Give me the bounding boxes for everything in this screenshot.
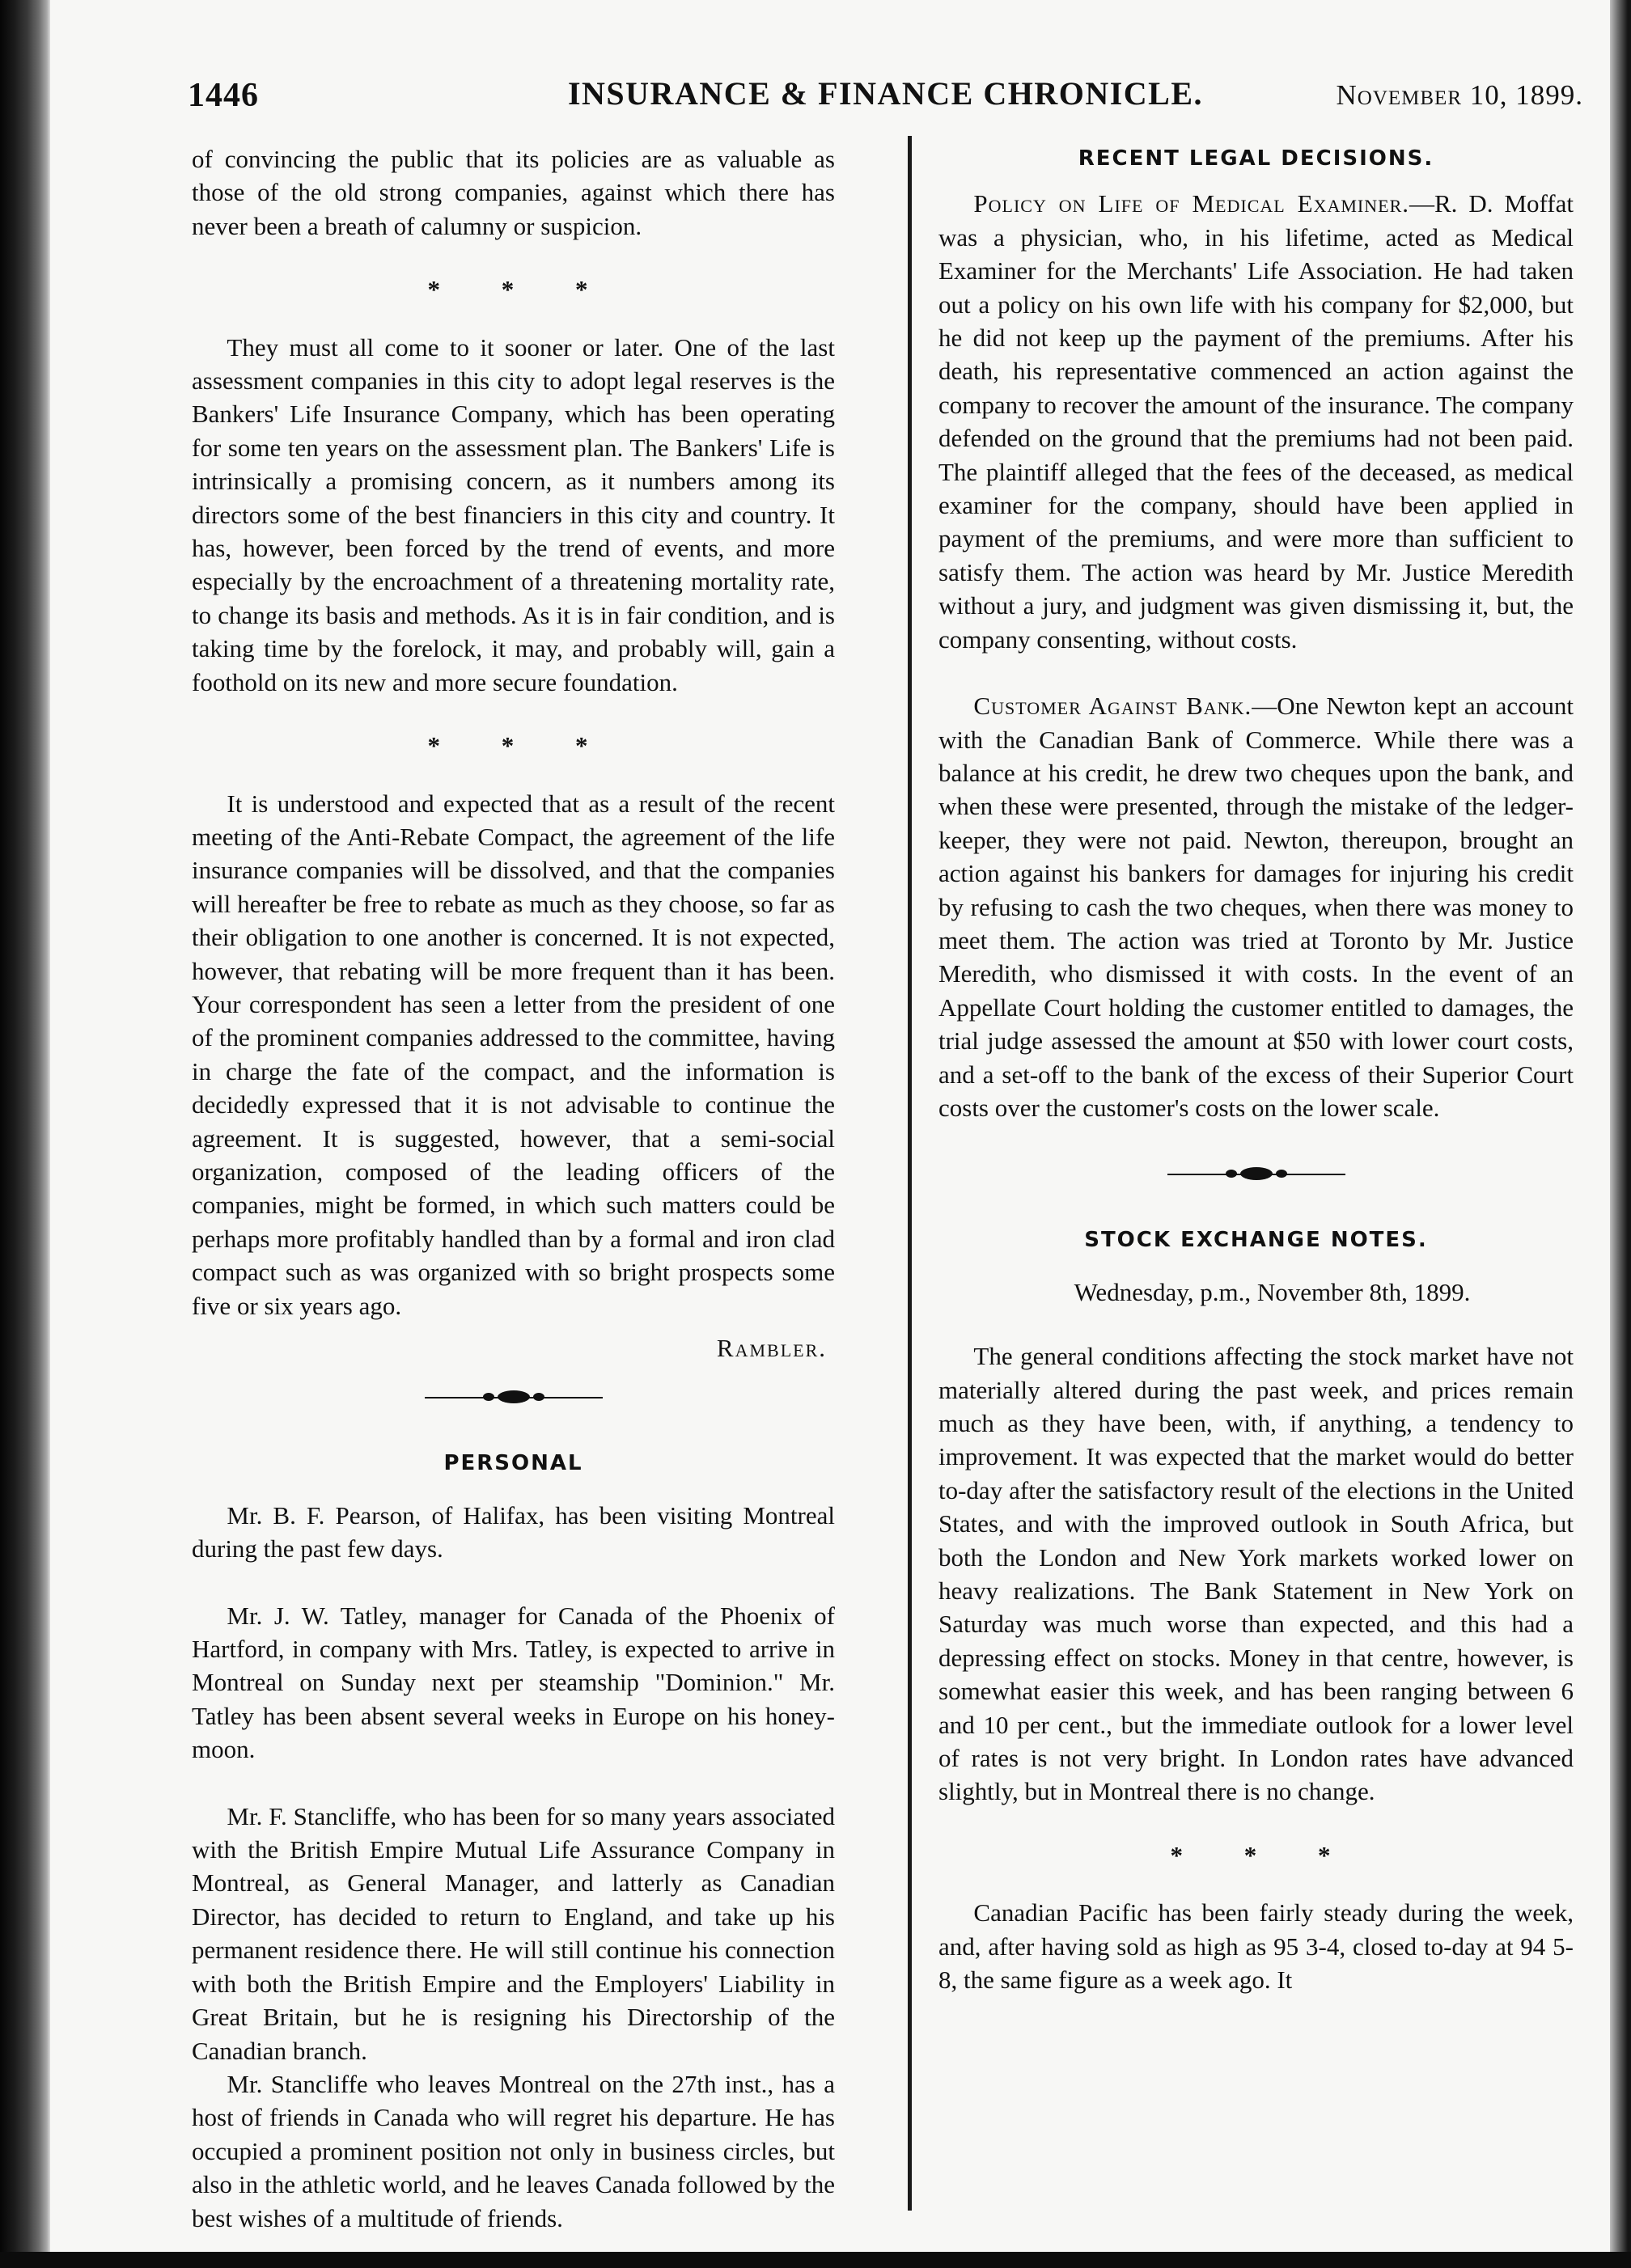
legal-case-title: Policy on Life of Medical Examiner. <box>973 189 1409 218</box>
stock-dateline: Wednesday, p.m., November 8th, 1899. <box>1074 1277 1471 1306</box>
scan-binding-edge <box>0 0 50 2252</box>
legal-paragraph <box>938 187 1574 656</box>
section-divider: * * * <box>427 275 616 304</box>
ornamental-rule <box>192 1381 835 1413</box>
journal-title: INSURANCE & FINANCE CHRONICLE. <box>567 75 1204 112</box>
personal-paragraph: Mr. Stancliffe who leaves Montreal on the 27th inst., has a host of friends in Canada who will regret his departure. He has occupied a prominent position not only in business circles, but also in the athletic world, and he leaves Canada followed by the best wishes of a multitude of friends. <box>192 2069 835 2232</box>
rambler-paragraph: of convincing the public that its policies are as valuable as those of the old strong companies, against which there has never been a breath of calumny or suspicion. <box>192 145 835 240</box>
section-divider: * * * <box>427 731 616 760</box>
left-column <box>192 142 835 2268</box>
page-number: 1446 <box>188 77 259 114</box>
rambler-signature: Rambler. <box>716 1334 827 1362</box>
personal-heading: PERSONAL <box>443 1451 583 1476</box>
legal-case-body: —One Newton kept an account with the Canadian Bank of Commerce. While there was a balance at his credit, he drew two cheques upon the bank, and when these were presented, through the mistake of the ledger-keeper, they were not paid. Newton, thereupon, brought an action against his bankers for damages for injuring his credit by refusing to cash the two cheques, when there was money to meet them. The action was tried at Toronto by Mr. Justice Meredith, who dismissed it with costs. In the event of an Appellate Court holding the customer entitled to damages, the trial judge assessed the amount at $50 with lower court costs, and a set-off to the bank of the excess of their Superior Court costs over the customer's costs on the lower scale. <box>938 692 1574 1122</box>
personal-paragraph: Mr. J. W. Tatley, manager for Canada of the Phoenix of Hartford, in company with Mrs. Tatley, is expected to arrive in Montreal on Sunday next per steamship "Dominion." Mr. Tatley has been absent several weeks in Europe on his honey-moon. <box>192 1601 835 1764</box>
stock-paragraph: Canadian Pacific has been fairly steady during the week, and, after having sold as high as 95 3-4, closed to-day at 94 5-8, the same figure as a week ago. It <box>938 1898 1574 1995</box>
ornamental-rule <box>938 1157 1574 1190</box>
newspaper-page <box>50 0 1610 2252</box>
legal-case-title: Customer Against Bank. <box>973 692 1252 721</box>
section-divider: * * * <box>1170 1840 1358 1869</box>
personal-paragraph: Mr. F. Stancliffe, who has been for so many years associated with the British Empire Mutual Life Assurance Company in Montreal, as General Manager, and latterly as Canadian Director, has decided to return to England, and take up his permanent residence there. He will still continue his connection with both the British Empire and the Employers' Liability in Great Britain, but he is resigning his Directorship of the Canadian branch. <box>192 1801 835 2065</box>
stock-exchange-heading: STOCK EXCHANGE NOTES. <box>1084 1228 1428 1253</box>
legal-paragraph <box>938 689 1574 1124</box>
stock-paragraph: The general conditions affecting the stock market have not materially altered during the past week, and prices remain much as they have been, with, if anything, a tendency to improvement. It was expected that the market would do better to-day after the satisfactory result of the elections in the United States, and with the improved outlook in South Africa, but both the London and New York markets worked lower on heavy realizations. The Bank Statement in New York on Saturday was much worse than expected, and this had a depressing effect on stocks. Money in that centre, however, is somewhat easier this week, and has been ranging between 6 and 10 per cent., but the immediate outlook for a lower level of rates is not very bright. In London rates have advanced slightly, but in Montreal there is no change. <box>938 1342 1574 1806</box>
right-column <box>892 142 1574 2030</box>
issue-date: November 10, 1899. <box>1336 79 1583 111</box>
rambler-paragraph: It is understood and expected that as a result of the recent meeting of the Anti-Rebate Compact, the agreement of the life insurance companies will be dissolved, and that the companies will hereafter be free to rebate as much as they choose, so far as their obligation to one another is concerned. It is not expected, however, that rebating will be more frequent than it has been. Your correspondent has seen a letter from the president of one of the prominent companies addressed to the committee, having in charge the fate of the compact, and the information is decidedly expressed that it is not advisable to continue the agreement. It is suggested, however, that a semi-social organization, composed of the leading officers of the companies, might be formed, in which such matters could be perhaps more profitably handled than by a formal and iron clad compact such as was organized with so bright prospects some five or six years ago. <box>192 789 835 1320</box>
legal-case-body: —R. D. Moffat was a physician, who, in his lifetime, acted as Medical Examiner for the Merchants' Life Association. He had taken out a policy on his own life with his company for $2,000, but he did not keep up the payment of the premiums. After his death, his representative commenced an action against the company to recover the amount of the insurance. The company defended on the ground that the premiums had not been paid. The plaintiff alleged that the fees of the deceased, as medical examiner for the company, should have been applied in payment of the premiums, and were more than sufficient to satisfy them. The action was heard by Mr. Justice Meredith without a jury, and judgment was given dismissing it, but, the company consenting, without costs. <box>938 189 1574 654</box>
personal-paragraph: Mr. B. F. Pearson, of Halifax, has been visiting Montreal during the past few days. <box>192 1500 835 1563</box>
rambler-paragraph: They must all come to it sooner or later. One of the last assessment companies in this city to adopt legal reserves is the Bankers' Life Insurance Company, which has been operating for some ten years on the assessment plan. The Bankers' Life is intrinsically a promising concern, as it numbers among its directors some of the best financiers in this city and country. It has, however, been forced by the trend of events, and more especially by the encroachment of a threatening mortality rate, to change its basis and methods. As it is in fair condition, and is taking time by the forelock, it may, and probably will, gain a foothold on its new and more secure foundation. <box>192 332 835 696</box>
legal-decisions-heading: RECENT LEGAL DECISIONS. <box>1078 146 1434 171</box>
scan-right-edge <box>1610 0 1631 2252</box>
page-header <box>188 74 1583 116</box>
